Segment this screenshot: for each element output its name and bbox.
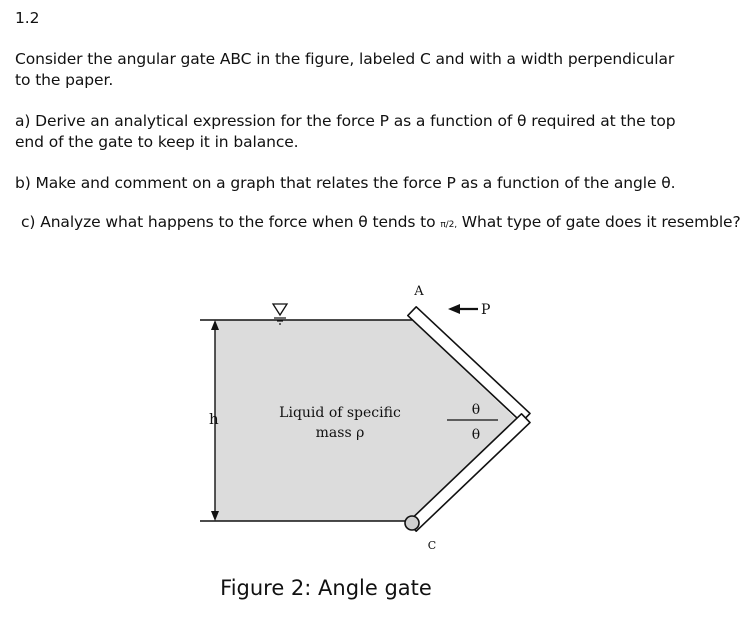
label-a: A [414,284,424,299]
part-a: a) Derive an analytical expression for the force P as a function of θ required at the top end of the gate to keep it in balance. [15,112,676,151]
part-c-text-start: c) Analyze what happens to the force when θ tends to [21,213,441,231]
problem-number: 1.2 [15,9,40,27]
hinge-c [405,516,419,530]
theta-upper: θ [471,402,481,418]
part-c-text-end: What type of gate does it resemble? [456,213,741,231]
angle-gate-figure [160,280,560,560]
problem-intro: Consider the angular gate ABC in the figure, labeled C and with a width perpendicular to the paper. [15,50,675,89]
label-h: h [209,410,219,428]
part-b: b) Make and comment on a graph that relates the force P as a function of the angle θ. [15,174,676,192]
theta-lower: θ [471,427,481,443]
part-c-fraction: π/2, [440,220,457,230]
force-arrow-p [448,304,478,314]
figure-caption: Figure 2: Angle gate [220,576,432,600]
liquid-label-line2: mass ρ [315,425,365,441]
label-p: P [481,302,491,318]
liquid-label-line1: Liquid of specific [279,405,401,421]
part-c [21,212,741,236]
label-c: C [427,539,437,552]
